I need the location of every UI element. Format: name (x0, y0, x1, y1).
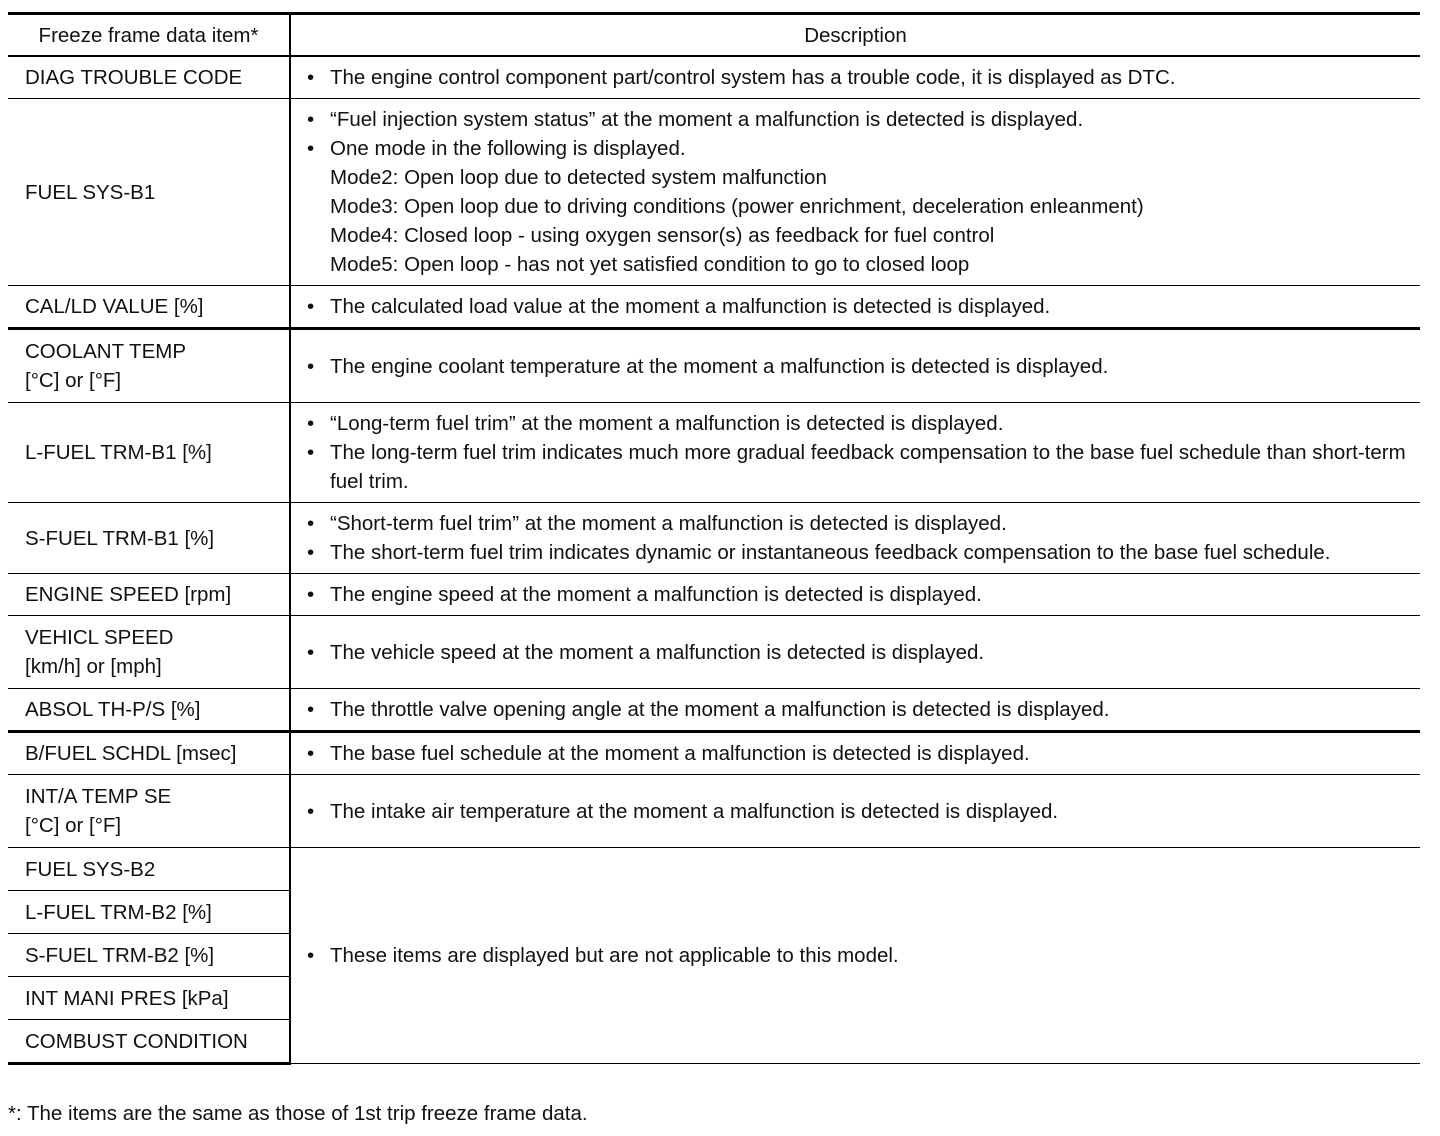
bullet-item (305, 538, 1408, 567)
item-cell: S-FUEL TRM-B2 [%] (8, 934, 290, 977)
bullet-list (305, 689, 1408, 730)
item-cell (8, 775, 290, 848)
bullet-dot: • (307, 354, 315, 378)
bullet-list (305, 403, 1408, 502)
bullet-dot: • (307, 541, 315, 564)
table-row-diag-trouble-code (8, 56, 1420, 99)
bullet-text: The base fuel schedule at the moment a malfunction is detected is displayed. (330, 742, 1030, 765)
bullet-dot: • (307, 108, 315, 131)
bullet-text: The engine speed at the moment a malfunction is detected is displayed. (330, 583, 982, 606)
description-cell (290, 329, 1420, 403)
bullet-item (305, 409, 1408, 438)
item-text-block (25, 775, 285, 847)
bullet-text: The throttle valve opening angle at the moment a malfunction is detected is displayed. (330, 698, 1110, 721)
description-cell (290, 56, 1420, 99)
mode-line: Mode5: Open loop - has not yet satisfied condition to go to closed loop (330, 253, 970, 276)
table-row-s-fuel-trm-b1 (8, 503, 1420, 574)
bullet-dot: • (307, 583, 315, 606)
bullet-list (305, 733, 1408, 774)
bullet-text: The short-term fuel trim indicates dynamic or instantaneous feedback compensation to the base fuel schedule. (330, 541, 1331, 564)
bullet-item (305, 438, 1408, 496)
bullet-item (305, 292, 1408, 321)
bullet-item (305, 580, 1408, 609)
bullet-list (305, 935, 1408, 976)
description-cell-not-applicable (290, 848, 1420, 1064)
description-cell (290, 403, 1420, 503)
bullet-list (305, 574, 1408, 615)
item-cell: COMBUST CONDITION (8, 1020, 290, 1064)
bullet-dot: • (307, 137, 315, 160)
item-text-block (25, 330, 285, 402)
bullet-list (305, 99, 1408, 285)
table-row-b-fuel-schdl (8, 732, 1420, 775)
description-cell (290, 689, 1420, 732)
bullet-text: “Long-term fuel trim” at the moment a malfunction is detected is displayed. (330, 412, 1004, 435)
item-cell: S-FUEL TRM-B1 [%] (8, 503, 290, 574)
bullet-list (305, 791, 1408, 832)
bullet-item (305, 638, 1408, 667)
bullet-dot: • (307, 944, 315, 967)
item-cell: FUEL SYS-B1 (8, 99, 290, 286)
bullet-dot: • (307, 640, 315, 664)
item-line: [°C] or [°F] (25, 814, 122, 837)
bullet-text: “Short-term fuel trim” at the moment a malfunction is detected is displayed. (330, 512, 1007, 535)
bullet-item (305, 509, 1408, 538)
item-line: VEHICL SPEED (25, 626, 174, 649)
bullet-dot: • (307, 295, 315, 318)
item-line: COOLANT TEMP (25, 340, 186, 363)
description-cell (290, 574, 1420, 616)
table-header-row (8, 14, 1420, 57)
description-cell (290, 775, 1420, 848)
mode-line: Mode3: Open loop due to driving conditions (power enrichment, deceleration enleanment) (330, 195, 1144, 218)
bullet-text: One mode in the following is displayed. (330, 137, 686, 160)
bullet-item (305, 105, 1408, 134)
item-cell: FUEL SYS-B2 (8, 848, 290, 891)
item-cell: B/FUEL SCHDL [msec] (8, 732, 290, 775)
item-cell: L-FUEL TRM-B1 [%] (8, 403, 290, 503)
table-row-int-a-temp-se (8, 775, 1420, 848)
item-cell: INT MANI PRES [kPa] (8, 977, 290, 1020)
bullet-item (305, 739, 1408, 768)
item-cell: DIAG TROUBLE CODE (8, 56, 290, 99)
bullet-text: The engine control component part/control system has a trouble code, it is displayed as DTC. (330, 66, 1176, 89)
item-cell: L-FUEL TRM-B2 [%] (8, 891, 290, 934)
bullet-text: The engine coolant temperature at the moment a malfunction is detected is displayed. (330, 354, 1109, 378)
bullet-text: The calculated load value at the moment a malfunction is detected is displayed. (330, 295, 1051, 318)
description-cell (290, 732, 1420, 775)
item-text-block (25, 616, 285, 688)
freeze-frame-data-table (8, 12, 1420, 1065)
item-line: INT/A TEMP SE (25, 785, 172, 808)
item-line: [°C] or [°F] (25, 369, 122, 392)
item-cell (8, 616, 290, 689)
bullet-list (305, 346, 1408, 387)
bullet-dot: • (307, 412, 315, 435)
bullet-item (305, 941, 1408, 970)
column-header-description: Description (290, 14, 1420, 57)
bullet-dot: • (307, 441, 315, 464)
bullet-dot: • (307, 799, 315, 823)
bullet-text: The intake air temperature at the moment a malfunction is detected is displayed. (330, 799, 1059, 823)
bullet-dot: • (307, 742, 315, 765)
item-line: [km/h] or [mph] (25, 655, 162, 678)
bullet-list (305, 57, 1408, 98)
bullet-text: “Fuel injection system status” at the moment a malfunction is detected is displayed. (330, 108, 1084, 131)
bullet-list (305, 632, 1408, 673)
bullet-text: The long-term fuel trim indicates much more gradual feedback compensation to the base fuel schedule than short-term fuel trim. (330, 441, 1406, 493)
table-row-cal-ld-value (8, 286, 1420, 329)
table-row-engine-speed (8, 574, 1420, 616)
description-cell (290, 503, 1420, 574)
item-cell: ENGINE SPEED [rpm] (8, 574, 290, 616)
bullet-dot: • (307, 66, 315, 89)
bullet-item (305, 134, 1408, 163)
bullet-list (305, 503, 1408, 573)
description-cell (290, 286, 1420, 329)
column-header-item: Freeze frame data item* (8, 14, 290, 57)
table-row-vehicle-speed (8, 616, 1420, 689)
mode-line: Mode2: Open loop due to detected system malfunction (330, 166, 827, 189)
table-row-l-fuel-trm-b1 (8, 403, 1420, 503)
table-row-absol-th-ps (8, 689, 1420, 732)
bullet-dot: • (307, 512, 315, 535)
bullet-text: These items are displayed but are not applicable to this model. (330, 944, 899, 967)
mode-line: Mode4: Closed loop - using oxygen sensor(s) as feedback for fuel control (330, 224, 995, 247)
item-cell (8, 329, 290, 403)
description-cell (290, 616, 1420, 689)
bullet-text: The vehicle speed at the moment a malfunction is detected is displayed. (330, 640, 985, 664)
bullet-dot: • (307, 698, 315, 721)
bullet-item (305, 352, 1408, 381)
bullet-list (305, 286, 1408, 327)
bullet-item (305, 695, 1408, 724)
table-footnote: *: The items are the same as those of 1st trip freeze frame data. (8, 1102, 588, 1125)
table-row-coolant-temp (8, 329, 1420, 403)
bullet-item (305, 797, 1408, 826)
mode-list (305, 163, 1408, 279)
bullet-item (305, 63, 1408, 92)
table-row-fuel-sys-b1 (8, 99, 1420, 286)
table-row-fuel-sys-b2 (8, 848, 1420, 891)
freeze-frame-table-wrapper (8, 12, 1420, 1065)
item-cell: ABSOL TH-P/S [%] (8, 689, 290, 732)
item-cell: CAL/LD VALUE [%] (8, 286, 290, 329)
description-cell (290, 99, 1420, 286)
